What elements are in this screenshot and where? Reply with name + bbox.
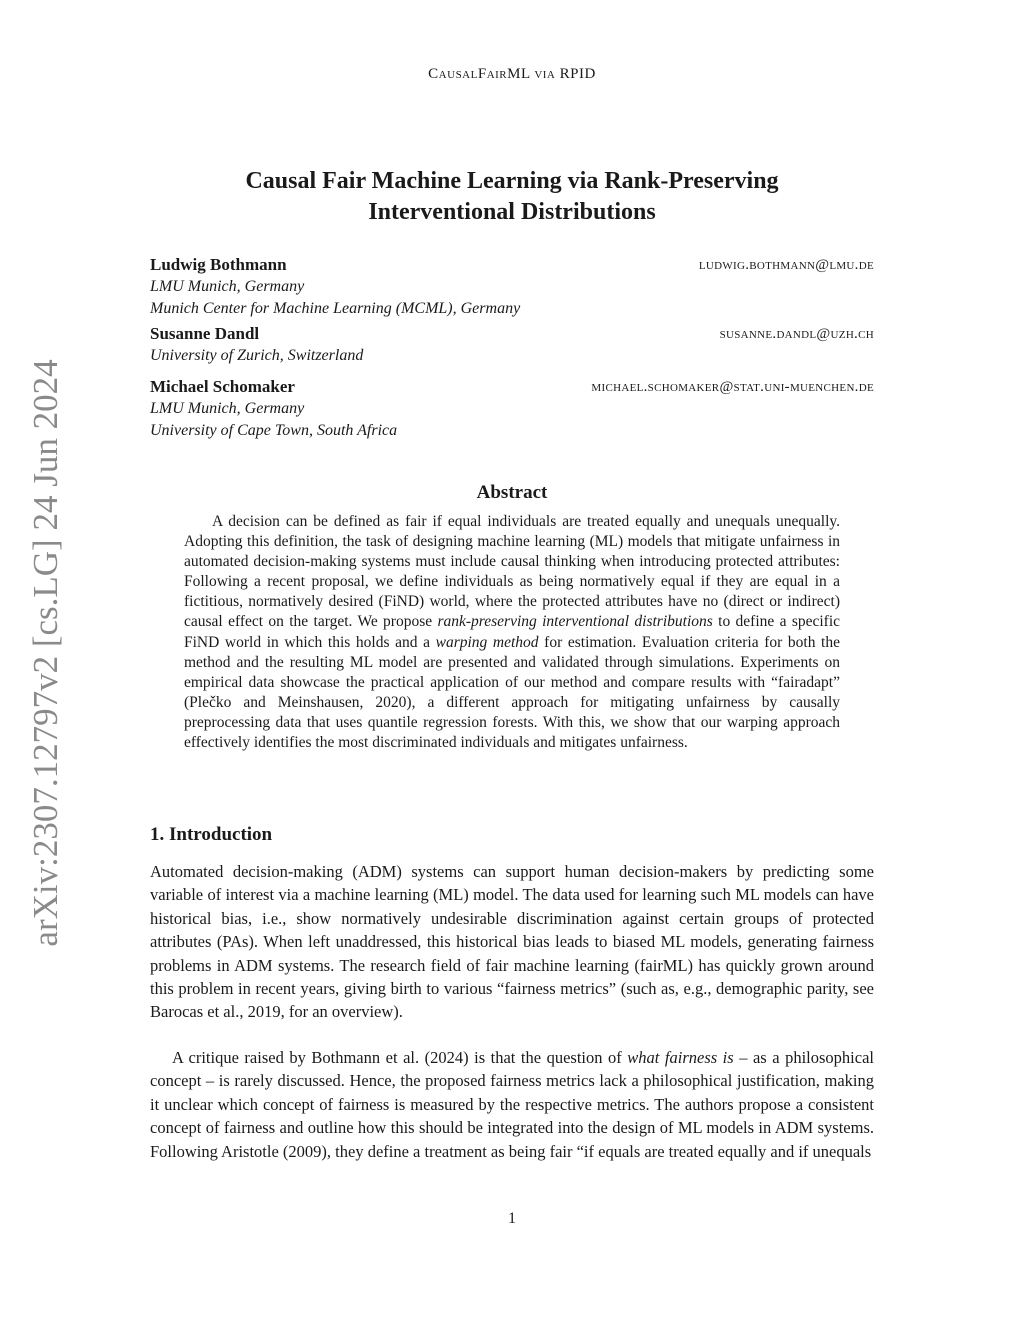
abstract-emphasis-1: rank-preserving interventional distributions <box>437 613 713 631</box>
author-affiliation: LMU Munich, Germany <box>150 278 305 295</box>
author-affiliation: University of Cape Town, South Africa <box>150 422 398 439</box>
author-name: Ludwig Bothmann <box>150 255 287 274</box>
page-number: 1 <box>508 1210 516 1227</box>
paper-title <box>150 166 874 228</box>
abstract-heading: Abstract <box>476 482 548 503</box>
abstract-text <box>184 512 840 753</box>
intro-paragraph-1: Automated decision-making (ADM) systems can support human decision-makers by predicting some variable of interest via a machine learning (ML) model. The data used for learning such ML models can have historical bias, i.e., show normatively undesirable discrimination against certain groups of protected attributes (PAs). When left unaddressed, this historical bias leads to biased ML models, generating fairness problems in ADM systems. The research field of fair machine learning (fairML) has quickly grown around this problem in recent years, giving birth to various “fairness metrics” (such as, e.g., demographic parity, see Barocas et al., 2019, for an overview). <box>150 862 874 1022</box>
author-email[interactable]: michael.schomaker@stat.uni-muenchen.de <box>591 379 874 395</box>
author-3 <box>150 376 874 442</box>
abstract-emphasis-2: warping method <box>435 633 539 651</box>
abstract-part-1: A decision can be defined as fair if equal individuals are treated equally and unequals unequally. Adopting this definition, the task of designing machine learning (ML) models that mitigate unfairness in automated decision-making systems must include causal thinking when introducing protected attributes: Following a recent proposal, we define individuals as being normatively equal if they are equal in a fictitious, normatively desired (FiND) world, where the protected attributes have no (direct or indirect) causal effect on the target. We propose <box>184 513 840 631</box>
para2-part-a: A critique raised by Bothmann et al. (2024) is that the question of <box>172 1048 628 1067</box>
author-2 <box>150 323 874 367</box>
abstract-part-2: to define a specific FiND world in which this holds and a <box>184 613 841 651</box>
arxiv-identifier[interactable]: arXiv:2307.12797v2 [cs.LG] 24 Jun 2024 <box>26 359 65 947</box>
para2-part-b: – as a philosophical concept – is rarely discussed. Hence, the proposed fairness metrics lack a philosophical justification, making it unclear which concept of fairness is measured by the respective metrics. The authors propose a consistent concept of fairness and outline how this should be integrated into the design of ML models in ADM systems. Following Aristotle (2009), they define a treatment as being fair “if equals are treated equally and if unequals <box>150 1048 874 1161</box>
author-name: Susanne Dandl <box>150 324 260 343</box>
author-affiliation: University of Zurich, Switzerland <box>150 347 364 364</box>
title-line-1: Causal Fair Machine Learning via Rank-Preserving <box>245 168 779 194</box>
author-1 <box>150 254 874 320</box>
author-affiliation: Munich Center for Machine Learning (MCML), Germany <box>150 300 521 317</box>
author-name: Michael Schomaker <box>150 377 295 396</box>
author-email[interactable]: ludwig.bothmann@lmu.de <box>698 257 874 273</box>
section-heading: 1. Introduction <box>150 824 273 845</box>
author-affiliation: LMU Munich, Germany <box>150 400 305 417</box>
abstract-part-3: for estimation. Evaluation criteria for both the method and the resulting ML model are presented and validated through simulations. Experiments on empirical data showcase the practical application of our method and compare results with “fairadapt” (Plečko and Meinshausen, 2020), a different approach for mitigating unfairness by causally preprocessing data that uses quantile regression forests. With this, we show that our warping approach effectively identifies the most discriminated individuals and mitigates unfairness. <box>184 633 840 752</box>
intro-paragraph-2 <box>150 1046 874 1163</box>
arxiv-stamp <box>26 359 66 947</box>
author-email[interactable]: susanne.dandl@uzh.ch <box>719 326 874 342</box>
para2-emphasis: what fairness is <box>627 1048 734 1067</box>
running-head: CausalFairML via RPID <box>428 66 596 82</box>
title-line-2: Interventional Distributions <box>368 199 656 225</box>
